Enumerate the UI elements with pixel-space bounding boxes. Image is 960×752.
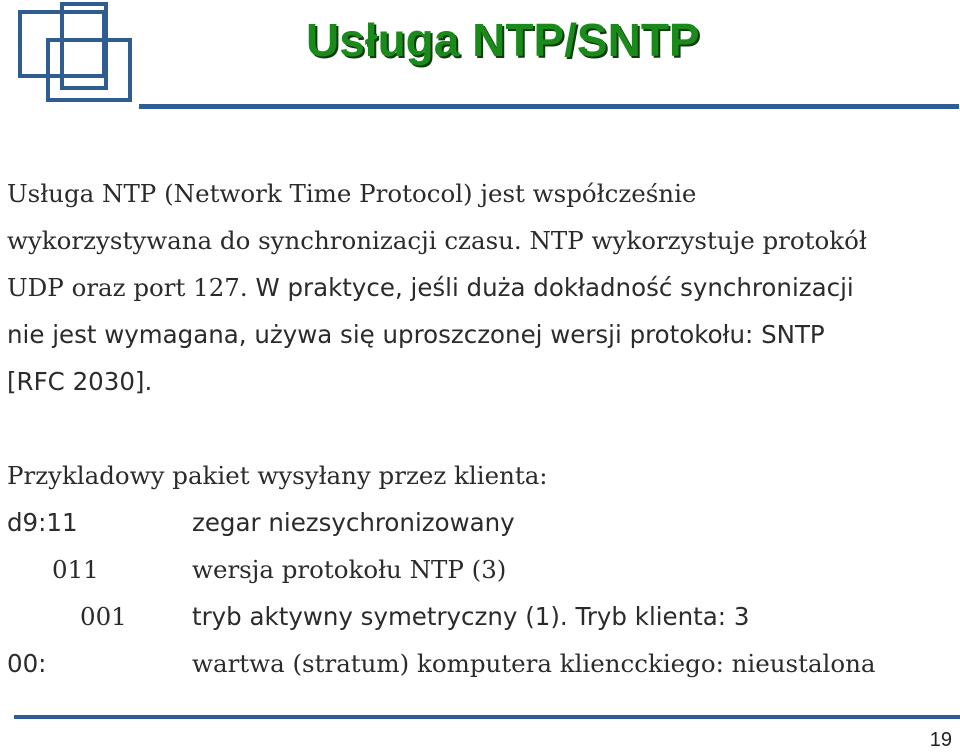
packet-code: 00: (7, 649, 47, 678)
title-divider (139, 104, 959, 109)
footer-divider (14, 715, 960, 719)
intro-paragraph (7, 170, 952, 405)
paragraph-line-sans-part: W praktyce, jeśli duża dokładność synchronizacji (255, 273, 854, 302)
packet-description: zegar niezsychronizowany (192, 508, 515, 537)
page-number: 19 (929, 729, 952, 751)
packet-row (7, 499, 952, 546)
packet-description: wersja protokołu NTP (3) (192, 555, 507, 584)
packet-code: 011 (52, 555, 99, 584)
packet-code: d9:11 (7, 508, 78, 537)
packet-description: tryb aktywny symetryczny (1). Tryb klienta: 3 (192, 602, 750, 631)
slide-title: Usługa NTP/SNTP (306, 14, 700, 66)
paragraph-line: nie jest wymagana, używa się uproszczonej wersji protokołu: SNTP (7, 320, 825, 349)
paragraph-line: [RFC 2030]. (7, 367, 153, 396)
packet-description: wartwa (stratum) komputera kliencckiego: nieustalona (192, 649, 876, 678)
example-heading: Przykladowy pakiet wysyłany przez klienta: (7, 461, 548, 490)
packet-row (7, 546, 952, 593)
packet-example (7, 452, 952, 687)
packet-code: 001 (80, 602, 127, 631)
overlapping-squares-logo-icon (18, 2, 133, 104)
paragraph-line: Usługa NTP (Network Time Protocol) jest współcześnie (7, 179, 697, 208)
paragraph-line-serif-part: UDP oraz port 127. (7, 273, 256, 302)
packet-row (7, 640, 952, 687)
packet-row (7, 593, 952, 640)
paragraph-line: wykorzystywana do synchronizacji czasu. NTP wykorzystuje protokół (7, 226, 867, 255)
paragraph-line (7, 264, 952, 311)
